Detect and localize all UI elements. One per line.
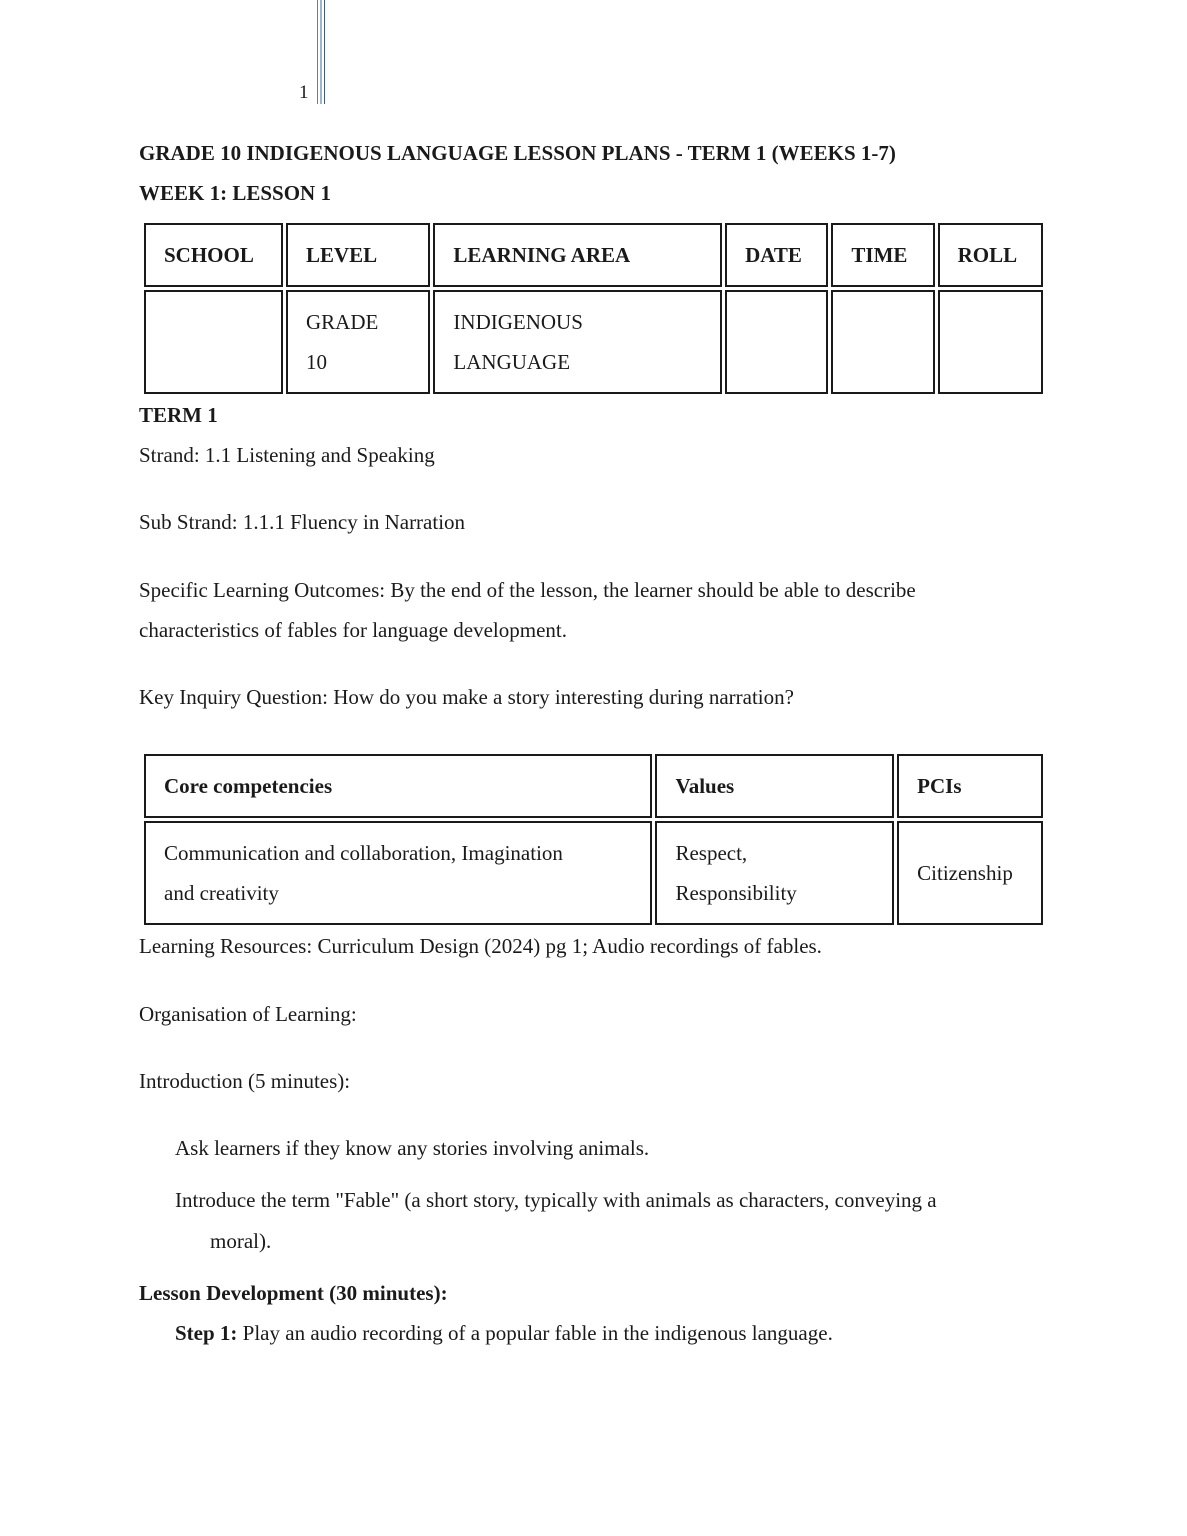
header-learning-area: LEARNING AREA (433, 223, 722, 287)
values-line2: Responsibility (675, 881, 797, 905)
level-line1: GRADE (305, 310, 379, 334)
cell-core-competencies (144, 821, 652, 925)
header-pcis: PCIs (897, 754, 1043, 818)
header-school: SCHOOL (144, 223, 283, 287)
lesson-info-table (141, 220, 1046, 397)
key-inquiry-question: Key Inquiry Question: How do you make a story interesting during narration? (139, 685, 794, 709)
intro-item-1: Ask learners if they know any stories involving animals. (175, 1136, 650, 1160)
competency-header-row (144, 754, 1043, 818)
learning-resources: Learning Resources: Curriculum Design (2024) pg 1; Audio recordings of fables. (139, 934, 822, 958)
step-1-label: Step 1: (175, 1321, 238, 1345)
level-line2: 10 (305, 350, 327, 374)
page-number: 1 (299, 82, 309, 103)
cell-values (655, 821, 894, 925)
header-date: DATE (725, 223, 828, 287)
values-line1: Respect, (675, 841, 748, 865)
cell-date (725, 290, 828, 394)
strand: Strand: 1.1 Listening and Speaking (139, 443, 435, 467)
header-level: LEVEL (286, 223, 430, 287)
cell-school (144, 290, 283, 394)
cell-roll (938, 290, 1043, 394)
cell-learning-area (433, 290, 722, 394)
area-line1: INDIGENOUS (453, 310, 583, 334)
week-lesson-heading: WEEK 1: LESSON 1 (139, 181, 331, 205)
document-title: GRADE 10 INDIGENOUS LANGUAGE LESSON PLANS - TERM 1 (WEEKS 1-7) (139, 141, 896, 165)
cell-level (286, 290, 430, 394)
core-line1: Communication and collaboration, Imagination (164, 841, 563, 865)
step-1-text: Play an audio recording of a popular fable in the indigenous language. (237, 1321, 833, 1345)
slo-line1: Specific Learning Outcomes: By the end of the lesson, the learner should be able to describe (139, 578, 916, 602)
cell-pcis: Citizenship (897, 821, 1043, 925)
info-table-header-row (144, 223, 1043, 287)
header-core-competencies: Core competencies (144, 754, 652, 818)
term-heading: TERM 1 (139, 403, 218, 427)
slo-line2: characteristics of fables for language development. (139, 618, 567, 642)
header-time: TIME (831, 223, 934, 287)
core-line2: and creativity (164, 881, 279, 905)
intro-item-2-line2: moral). (210, 1229, 272, 1253)
info-table-row (144, 290, 1043, 394)
organisation-of-learning: Organisation of Learning: (139, 1002, 357, 1026)
introduction-heading: Introduction (5 minutes): (139, 1069, 351, 1093)
competency-table (141, 751, 1046, 928)
sub-strand: Sub Strand: 1.1.1 Fluency in Narration (139, 510, 466, 534)
cell-time (831, 290, 934, 394)
header-values: Values (655, 754, 894, 818)
intro-item-2-line1: Introduce the term "Fable" (a short story, typically with animals as characters, conveying a (175, 1188, 937, 1212)
header-roll: ROLL (938, 223, 1043, 287)
header-rule (317, 0, 324, 104)
area-line2: LANGUAGE (453, 350, 571, 374)
lesson-development-heading: Lesson Development (30 minutes): (139, 1281, 448, 1305)
competency-row (144, 821, 1043, 925)
step-1 (175, 1321, 833, 1346)
